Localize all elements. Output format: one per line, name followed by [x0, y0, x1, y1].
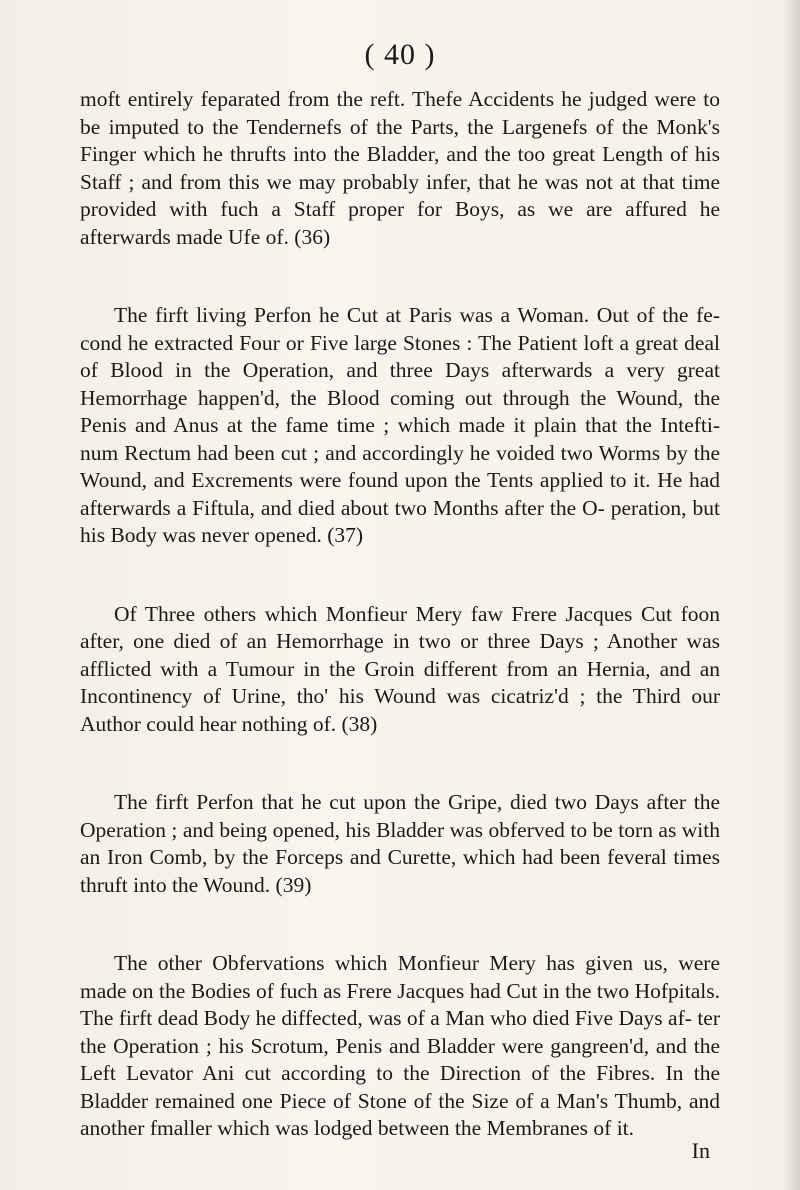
catchword: In: [691, 1138, 710, 1163]
page-number: ( 40 ): [364, 38, 436, 71]
paragraph-3: Of Three others which Monfieur Mery faw Frere Jacques Cut foon after, one died of an Hemorrhage in two or three Days ; Another was afflicted with a Tumour in the Groin different from an Hernia, and an Incontinency of Urine, tho' his Wound was cicatriz'd ; the Third our Author could hear nothing of. (38): [80, 601, 720, 736]
body-text: [80, 86, 720, 1143]
paragraph-1: moft entirely feparated from the reft. Thefe Accidents he judged were to be imputed to the Tendernefs of the Parts, the Largenefs of the Monk's Finger which he thrufts into the Bladder, and the too great Length of his Staff ; and from this we may probably infer, that he was not at that time provided with fuch a Staff proper for Boys, as we are affured he afterwards made Ufe of. (36): [80, 87, 720, 249]
paragraph-5: The other Obfervations which Monfieur Mery has given us, were made on the Bodies of fuch as Frere Jacques had Cut in the two Hofpitals. The firft dead Body he diffected, was of a Man who died Five Days af- ter the Operation ; his Scrotum, Penis and Bladder were gangreen'd, and the Left Levator Ani cut according to the Direction of the Fibres. In the Bladder remained one Piece of Stone of the Size of a Man's Thumb, and another fmaller which was lodged between the Membranes of it.: [80, 951, 720, 1140]
page-edge-shadow: [782, 0, 800, 1190]
paragraph-2: The firft living Perfon he Cut at Paris was a Woman. Out of the fe- cond he extracted Four or Five large Stones : The Patient loft a great deal of Blood in the Operation, and three Days afterwards a very great Hemorrhage happen'd, the Blood coming out through the Wound, the Penis and Anus at the fame time ; which made it plain that the Intefti- num Rectum had been cut ; and accordingly he voided two Worms by the Wound, and Excrements were found upon the Tents applied to it. He had afterwards a Fiftula, and died about two Months after the O- peration, but his Body was never opened. (37): [80, 303, 720, 547]
paragraph-4: The firft Perfon that he cut upon the Gripe, died two Days after the Operation ; and being opened, his Bladder was obferved to be torn as with an Iron Comb, by the Forceps and Curette, which had been feveral times thruft into the Wound. (39): [80, 790, 720, 897]
